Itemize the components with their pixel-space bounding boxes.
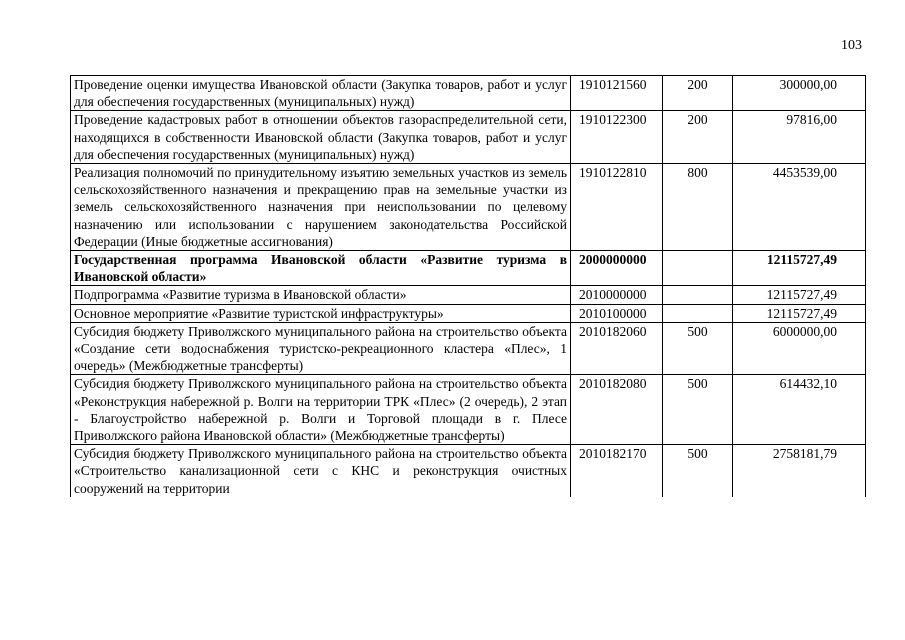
row-name: Субсидия бюджету Приволжского муниципального района на строительство объекта «Создание сети водоснабжения туристско-рекреационного кластера «Плес», 1 очередь» (Межбюджетные трансферты) xyxy=(71,322,571,375)
row-type: 200 xyxy=(663,111,733,164)
row-code: 2010182060 xyxy=(571,322,663,375)
table-row xyxy=(71,111,866,164)
row-name: Субсидия бюджету Приволжского муниципального района на строительство объекта «Строительство канализационной сети с КНС и реконструкция очистных сооружений на территории xyxy=(71,445,571,497)
row-name: Проведение кадастровых работ в отношении объектов газораспределительной сети, находящихся в собственности Ивановской области (Закупка товаров, работ и услуг для обеспечения государственных (муниципальных) нужд) xyxy=(71,111,571,164)
row-amount: 12115727,49 xyxy=(733,304,866,322)
row-amount: 300000,00 xyxy=(733,76,866,111)
row-amount: 4453539,00 xyxy=(733,164,866,251)
row-type xyxy=(663,251,733,286)
table-row xyxy=(71,445,866,497)
table-row-activity xyxy=(71,304,866,322)
row-type xyxy=(663,304,733,322)
row-type: 500 xyxy=(663,322,733,375)
row-name: Подпрограмма «Развитие туризма в Ивановской области» xyxy=(71,286,571,304)
budget-table xyxy=(70,75,866,497)
table-row xyxy=(71,164,866,251)
row-type: 200 xyxy=(663,76,733,111)
row-amount: 12115727,49 xyxy=(733,251,866,286)
row-name: Субсидия бюджету Приволжского муниципального района на строительство объекта «Реконструкция набережной р. Волги на территории ТРК «Плес» (2 очередь), 2 этап - Благоустройство набережной р. Волги и Торговой площади в г. Плесе Приволжского района Ивановской области» (Межбюджетные трансферты) xyxy=(71,375,571,445)
row-code: 1910122810 xyxy=(571,164,663,251)
row-type: 500 xyxy=(663,375,733,445)
table-row-subprogram xyxy=(71,286,866,304)
row-code: 1910121560 xyxy=(571,76,663,111)
row-code: 2010000000 xyxy=(571,286,663,304)
row-name: Реализация полномочий по принудительному изъятию земельных участков из земель сельскохозяйственного назначения и прекращению прав на земельные участки из земель сельскохозяйственного назначения при неиспользовании по целевому назначению или использовании с нарушением законодательства Российской Федерации (Иные бюджетные ассигнования) xyxy=(71,164,571,251)
row-name: Основное мероприятие «Развитие туристской инфраструктуры» xyxy=(71,304,571,322)
row-code: 2000000000 xyxy=(571,251,663,286)
table-row-program xyxy=(71,251,866,286)
row-type: 500 xyxy=(663,445,733,497)
row-type: 800 xyxy=(663,164,733,251)
row-type xyxy=(663,286,733,304)
page-number: 103 xyxy=(841,38,862,53)
row-code: 2010100000 xyxy=(571,304,663,322)
row-name: Государственная программа Ивановской области «Развитие туризма в Ивановской области» xyxy=(71,251,571,286)
row-name: Проведение оценки имущества Ивановской области (Закупка товаров, работ и услуг для обеспечения государственных (муниципальных) нужд) xyxy=(71,76,571,111)
row-code: 2010182080 xyxy=(571,375,663,445)
table-row xyxy=(71,76,866,111)
table-row xyxy=(71,322,866,375)
table-row xyxy=(71,375,866,445)
row-amount: 12115727,49 xyxy=(733,286,866,304)
row-amount: 614432,10 xyxy=(733,375,866,445)
row-amount: 2758181,79 xyxy=(733,445,866,497)
row-amount: 6000000,00 xyxy=(733,322,866,375)
row-amount: 97816,00 xyxy=(733,111,866,164)
row-code: 2010182170 xyxy=(571,445,663,497)
row-code: 1910122300 xyxy=(571,111,663,164)
